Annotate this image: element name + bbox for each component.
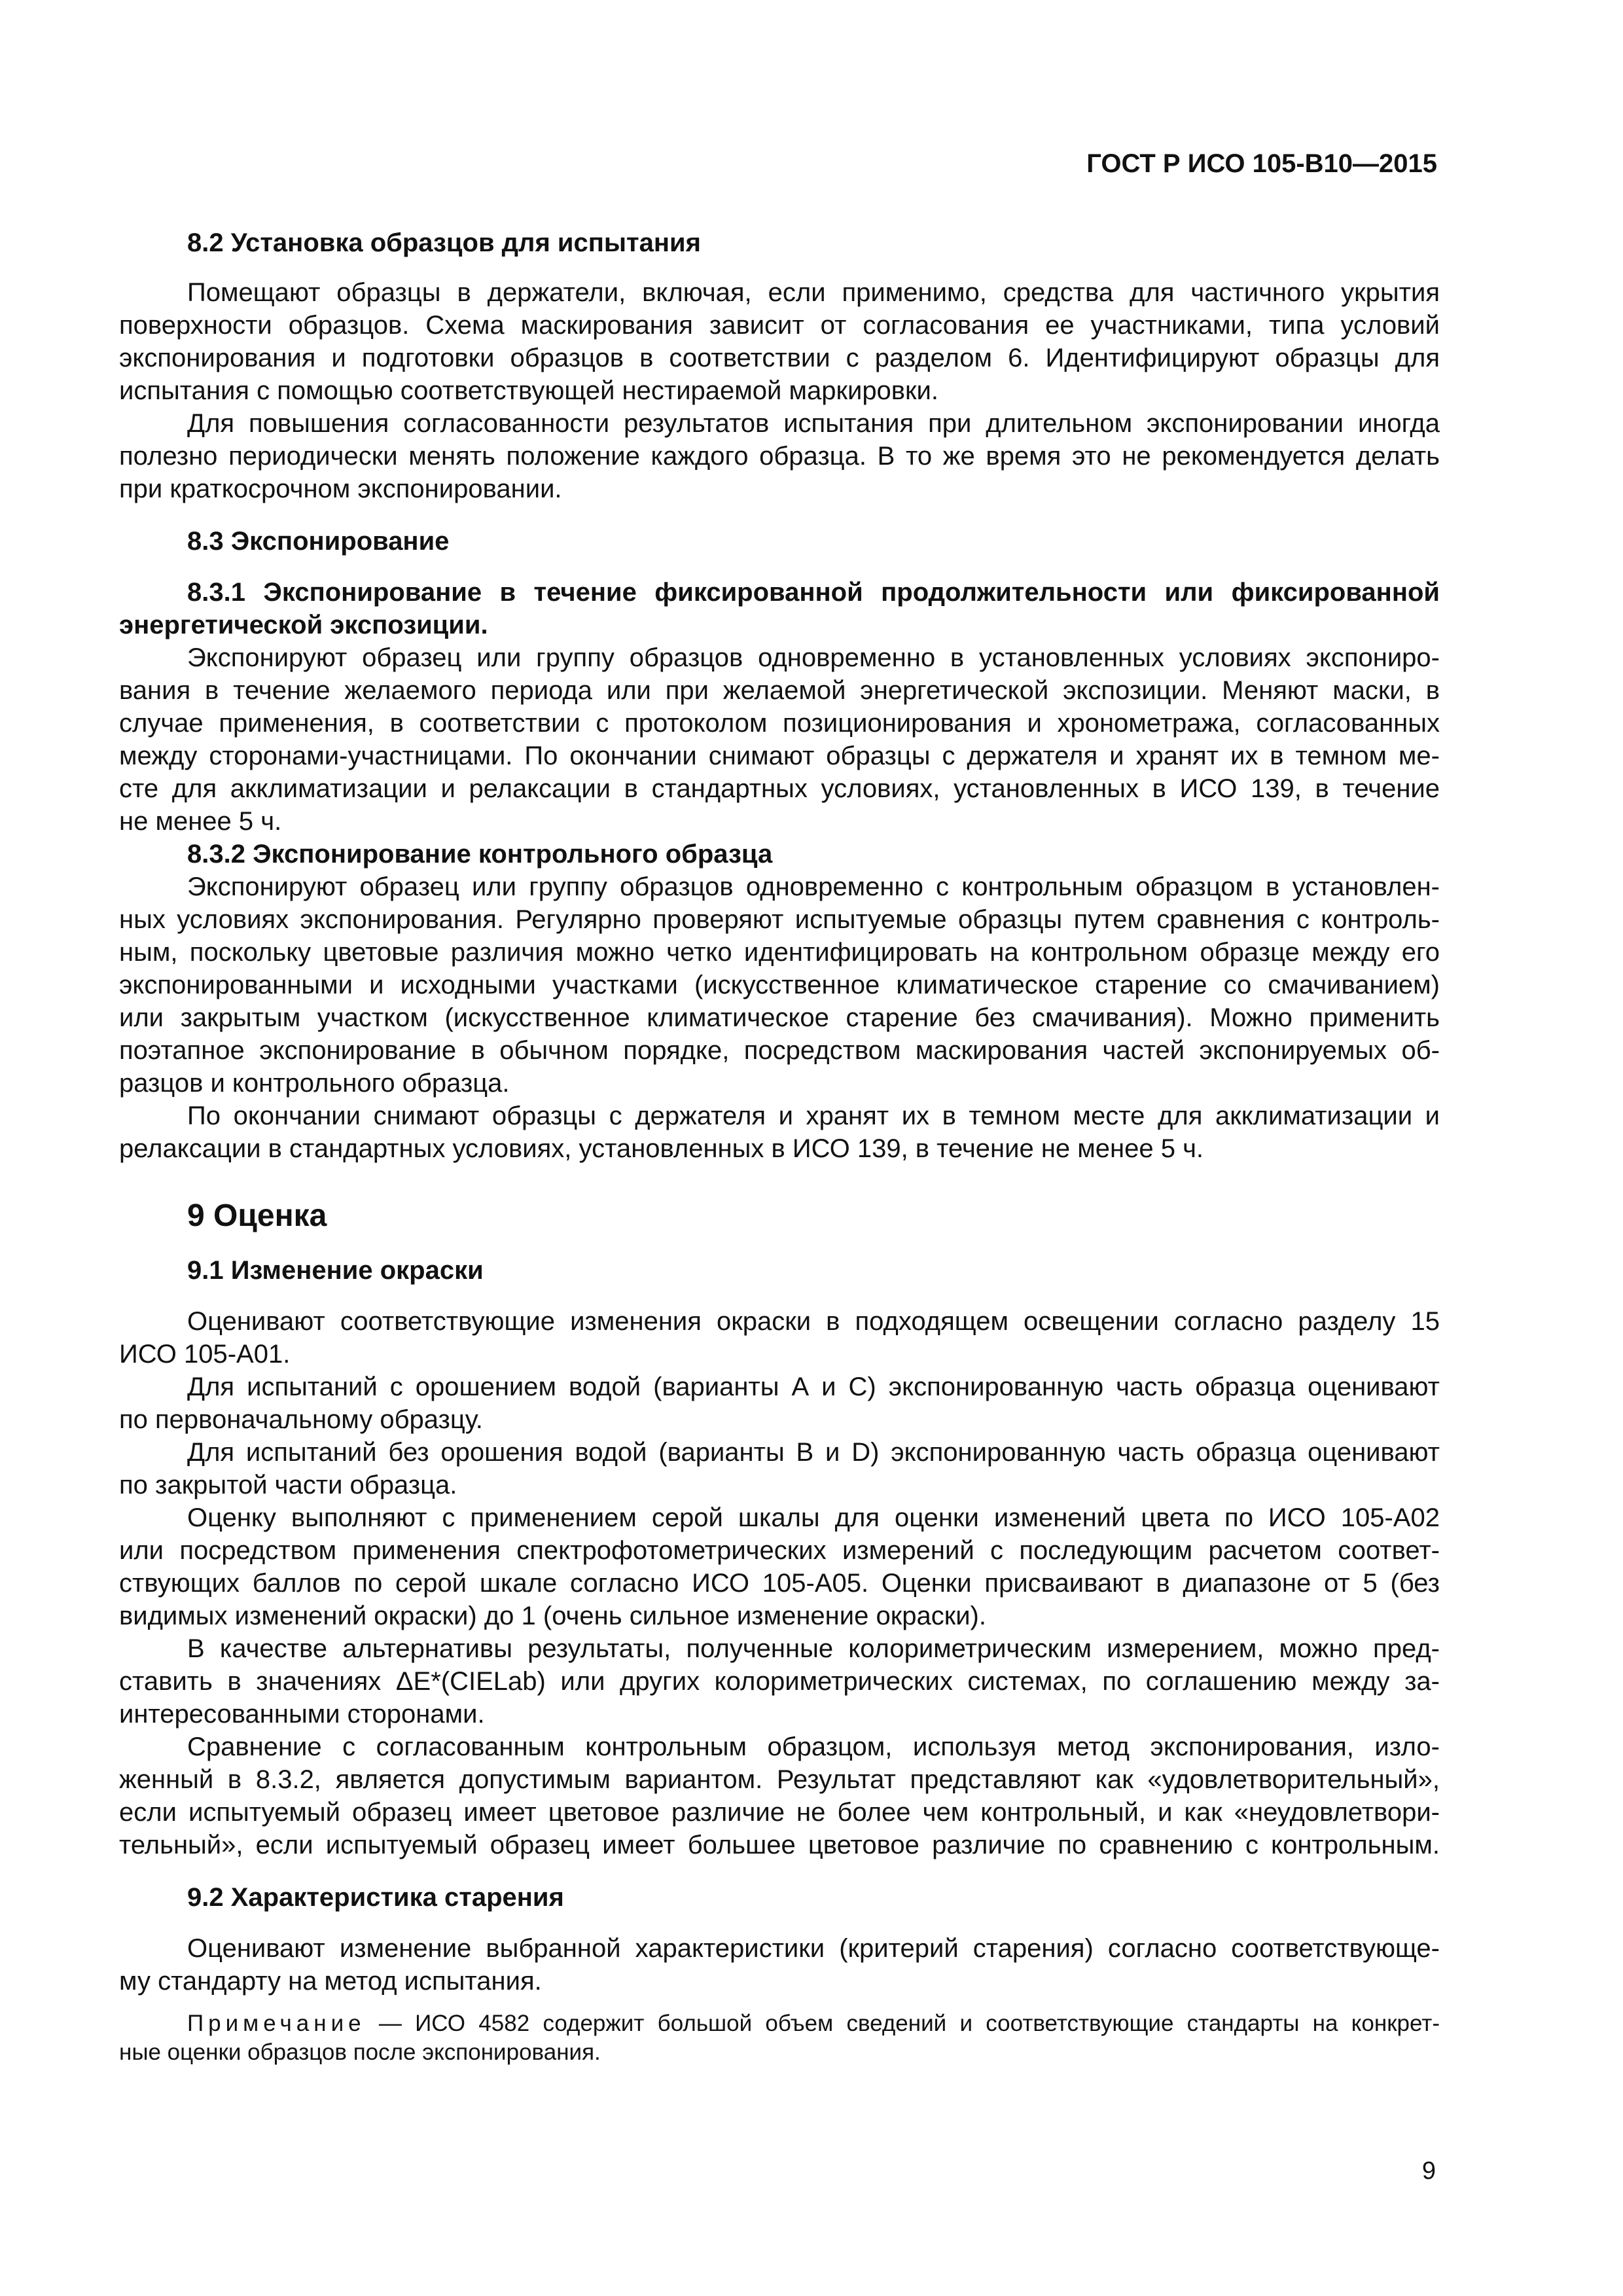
text-line: экспонированными и исходными участками (искусственное климатическое старение со смачиванием) <box>119 971 1440 999</box>
heading-8-3-2: 8.3.2 Экспонирование контрольного образца <box>187 840 773 869</box>
text-line: тельный», если испытуемый образец имеет большее цветовое различие по сравнению с контрольным. <box>119 1831 1440 1859</box>
heading-9-2: 9.2 Характеристика старения <box>187 1883 564 1912</box>
heading-9-1: 9.1 Изменение окраски <box>187 1256 484 1285</box>
text-line: Для испытаний с орошением водой (варианты А и С) экспонированную часть образца оценивают <box>187 1372 1440 1401</box>
paragraph-8-3-1 <box>119 641 1440 838</box>
text-line: разцов и контрольного образца. <box>119 1069 510 1098</box>
heading-8-2: 8.2 Установка образцов для испытания <box>187 228 701 257</box>
paragraph-9-1-1 <box>119 1305 1440 1371</box>
text-line: видимых изменений окраски) до 1 (очень сильное изменение окраски). <box>119 1602 986 1630</box>
text-line: Экспонируют образец или группу образцов одновременно с контрольным образцом в установлен- <box>187 872 1440 901</box>
text-line: ным, поскольку цветовые различия можно четко идентифицировать на контрольном образце между его <box>119 938 1440 967</box>
page-number: 9 <box>1421 2157 1436 2185</box>
heading-line: 8.3.1 Экспонирование в течение фиксированной продолжительности или фиксированной <box>187 578 1440 607</box>
text-line: женный в 8.3.2, является допустимым вариантом. Результат представляют как «удовлетворительный», <box>119 1765 1440 1794</box>
text-line: му стандарту на метод испытания. <box>119 1967 542 1996</box>
paragraph-9-1-3 <box>119 1436 1440 1501</box>
heading-line: энергетической экспозиции. <box>119 611 488 639</box>
text-line: если испытуемый образец имеет цветовое различие не более чем контрольный, и как «неудовлетвори- <box>119 1798 1440 1827</box>
text-line: экспонирования и подготовки образцов в соответствии с разделом 6. Идентифицируют образцы для <box>119 344 1440 372</box>
text-line: В качестве альтернативы результаты, полученные колориметрическим измерением, можно пред- <box>187 1634 1440 1663</box>
text-line: или закрытым участком (искусственное климатическое старение без смачивания). Можно применить <box>119 1003 1440 1032</box>
text-line: Оценивают изменение выбранной характеристики (критерий старения) согласно соответствующе- <box>187 1934 1440 1963</box>
paragraph-9-1-6 <box>119 1731 1440 1861</box>
heading-8-3-1 <box>119 576 1440 641</box>
text-line: Для повышения согласованности результатов испытания при длительном экспонировании иногда <box>187 409 1440 438</box>
document-code: ГОСТ Р ИСО 105-В10—2015 <box>1086 149 1437 178</box>
note <box>119 2009 1440 2067</box>
text-line: вания в течение желаемого периода или при желаемой энергетической экспозиции. Меняют маски, в <box>119 676 1440 705</box>
text-line: ствующих баллов по серой шкале согласно ИСО 105-А05. Оценки присваивают в диапазоне от 5 (без <box>119 1569 1440 1598</box>
text-line: по закрытой части образца. <box>119 1471 457 1499</box>
paragraph-8-2-1 <box>119 276 1440 407</box>
text-line: Экспонируют образец или группу образцов одновременно в установленных условиях экспониро- <box>187 643 1440 672</box>
text-line: ных условиях экспонирования. Регулярно проверяют испытуемые образцы путем сравнения с контроль- <box>119 905 1440 934</box>
text-line: Помещают образцы в держатели, включая, если применимо, средства для частичного укрытия <box>187 278 1440 307</box>
paragraph-9-1-5 <box>119 1632 1440 1731</box>
paragraph-8-3-2-1 <box>119 870 1440 1100</box>
text-line: релаксации в стандартных условиях, установленных в ИСО 139, в течение не менее 5 ч. <box>119 1134 1204 1163</box>
text-line: поверхности образцов. Схема маскирования зависит от согласования ее участниками, типа условий <box>119 311 1440 340</box>
text-line: сте для акклиматизации и релаксации в стандартных условиях, установленных в ИСО 139, в течение <box>119 774 1440 803</box>
text-line: ИСО 105-А01. <box>119 1340 291 1369</box>
text-line: Для испытаний без орошения водой (варианты В и D) экспонированную часть образца оценивают <box>187 1438 1440 1467</box>
note-label: Примечание <box>187 2011 366 2036</box>
text-line: или посредством применения спектрофотометрических измерений с последующим расчетом соответ- <box>119 1536 1440 1565</box>
paragraph-8-2-2 <box>119 407 1440 505</box>
text-line: Сравнение с согласованным контрольным образцом, используя метод экспонирования, изло- <box>187 1732 1440 1761</box>
text-line: между сторонами-участницами. По окончании снимают образцы с держателя и хранят их в темном ме- <box>119 742 1440 770</box>
text-line: интересованными сторонами. <box>119 1700 485 1729</box>
text-line: ставить в значениях ΔЕ*(CIELab) или других колориметрических системах, по соглашению между за- <box>119 1667 1440 1696</box>
text-line: испытания с помощью соответствующей нестираемой маркировки. <box>119 376 939 405</box>
text-line: Оценивают соответствующие изменения окраски в подходящем освещении согласно разделу 15 <box>187 1307 1440 1336</box>
note-text: — ИСО 4582 содержит большой объем сведений и соответствующие стандарты на конкрет- <box>365 2011 1440 2036</box>
text-line: поэтапное экспонирование в обычном порядке, посредством маскирования частей экспонируемых об- <box>119 1036 1440 1065</box>
paragraph-9-2-1 <box>119 1932 1440 1998</box>
paragraph-9-1-2 <box>119 1371 1440 1436</box>
text-line: при краткосрочном экспонировании. <box>119 475 562 503</box>
text-line: случае применения, в соответствии с протоколом позиционирования и хронометража, согласованных <box>119 709 1440 738</box>
note-line <box>119 2009 1440 2038</box>
text-line: по первоначальному образцу. <box>119 1405 483 1434</box>
heading-9: 9 Оценка <box>187 1198 327 1233</box>
heading-8-3: 8.3 Экспонирование <box>187 527 450 556</box>
page-content <box>119 226 1440 2067</box>
paragraph-8-3-2-2 <box>119 1100 1440 1165</box>
text-line: По окончании снимают образцы с держателя и хранят их в темном месте для акклиматизации и <box>187 1102 1440 1130</box>
note-line: ные оценки образцов после экспонирования. <box>119 2039 601 2065</box>
text-line: Оценку выполняют с применением серой шкалы для оценки изменений цвета по ИСО 105-А02 <box>187 1503 1440 1532</box>
text-line: полезно периодически менять положение каждого образца. В то же время это не рекомендуется делать <box>119 442 1440 471</box>
paragraph-9-1-4 <box>119 1501 1440 1632</box>
text-line: не менее 5 ч. <box>119 807 282 836</box>
